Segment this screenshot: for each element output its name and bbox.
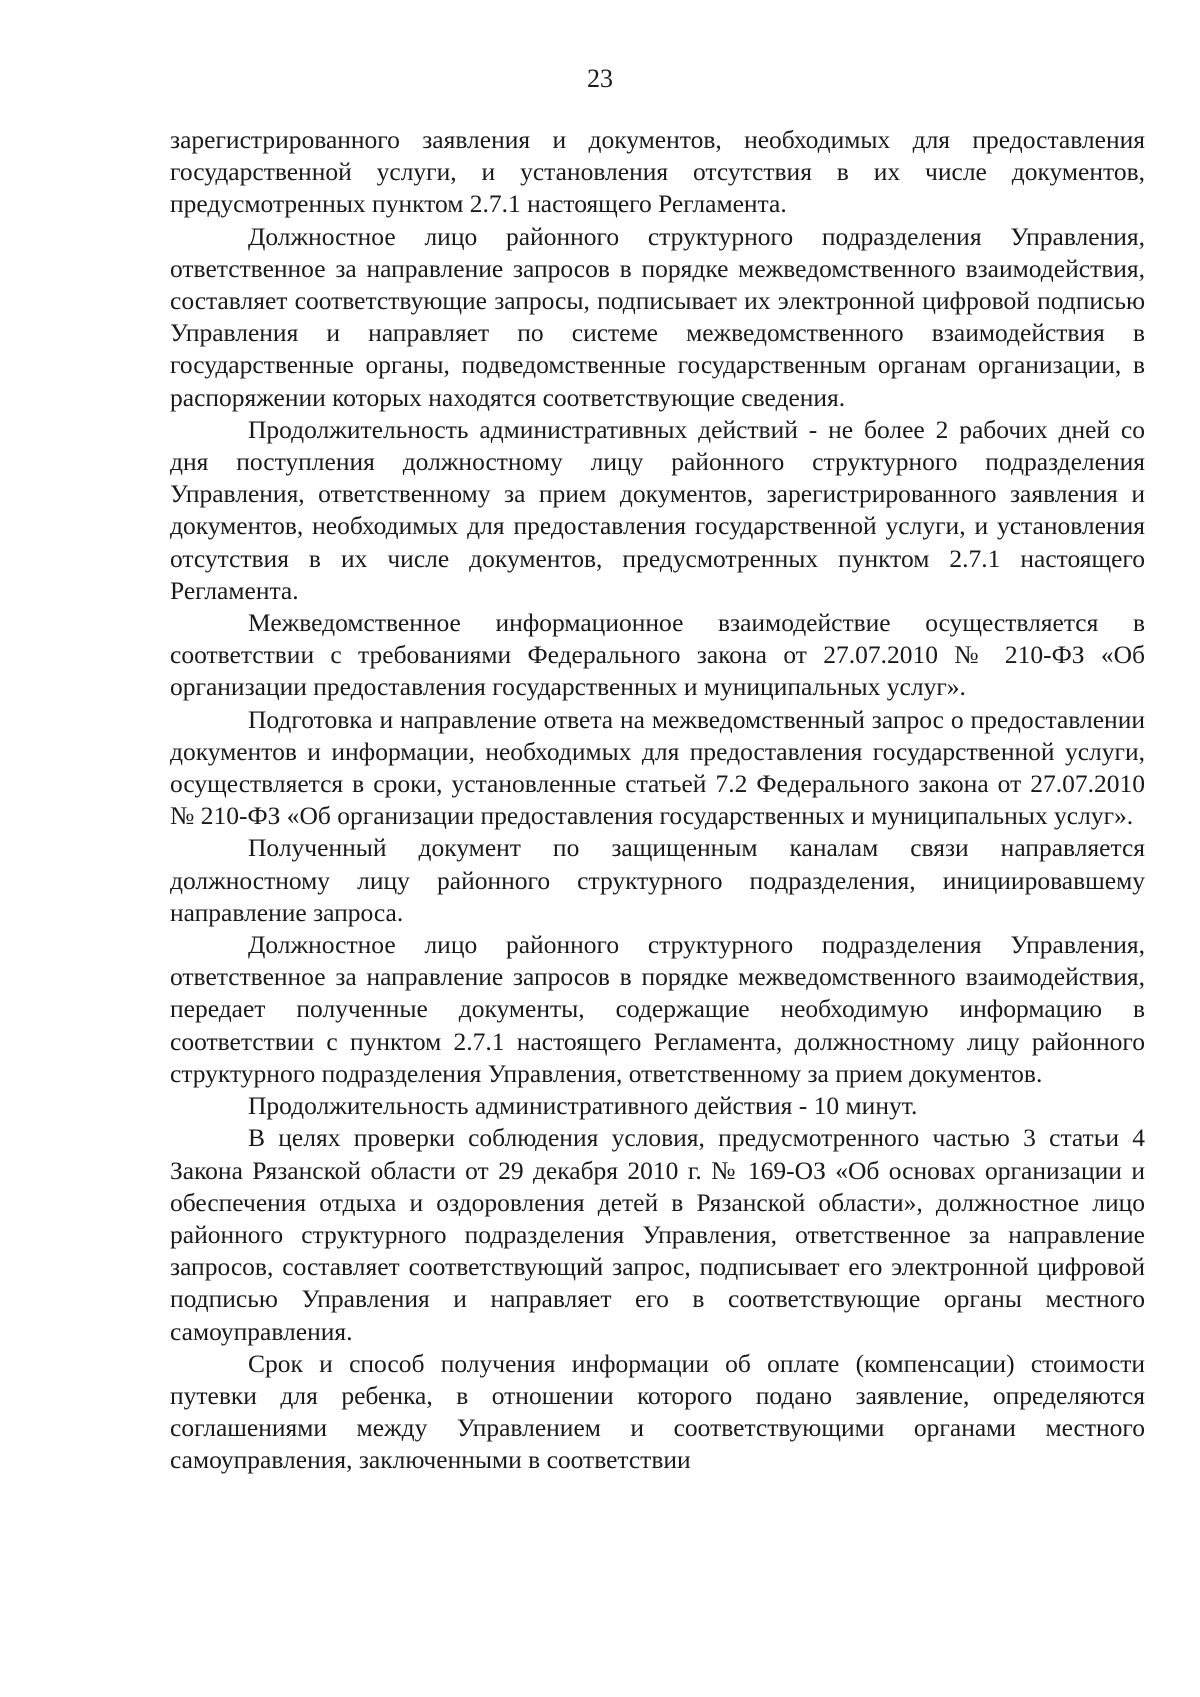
paragraph: Подготовка и направление ответа на межведомственный запрос о предоставлении документов и информации, необходимых для предоставления государственной услуги, осуществляется в сроки, установленные статьей 7.2 Федерального закона от 27.07.2010 № 210-ФЗ «Об организации предоставления государственных и муниципальных услуг». xyxy=(170,704,1145,831)
page-number: 23 xyxy=(587,64,613,93)
paragraph: Срок и способ получения информации об оплате (компенсации) стоимости путевки для ребенка, в отношении которого подано заявление, определяются соглашениями между Управлением и соответствующими органами местного самоуправления, заключенными в соответствии xyxy=(170,1348,1145,1475)
document-body xyxy=(170,124,1145,1477)
paragraph-continuation: зарегистрированного заявления и документов, необходимых для предоставления государственной услуги, и установления отсутствия в их числе документов, предусмотренных пунктом 2.7.1 настоящего Регламента. xyxy=(170,125,1145,219)
paragraph: Должностное лицо районного структурного подразделения Управления, ответственное за направление запросов в порядке межведомственного взаимодействия, передает полученные документы, содержащие необходимую информацию в соответствии с пунктом 2.7.1 настоящего Регламента, должностному лицу районного структурного подразделения Управления, ответственному за прием документов. xyxy=(170,930,1145,1088)
paragraph: Продолжительность административного действия - 10 минут. xyxy=(248,1091,918,1121)
paragraph: Межведомственное информационное взаимодействие осуществляется в соответствии с требованиями Федерального закона от 27.07.2010 № 210-ФЗ «Об организации предоставления государственных и муниципальных услуг». xyxy=(170,608,1145,702)
paragraph: Продолжительность административных действий - не более 2 рабочих дней со дня поступления должностному лицу районного структурного подразделения Управления, ответственному за прием документов, зарегистрированного заявления и документов, необходимых для предоставления государственной услуги, и установления отсутствия в их числе документов, предусмотренных пунктом 2.7.1 настоящего Регламента. xyxy=(170,414,1145,605)
paragraph: В целях проверки соблюдения условия, предусмотренного частью 3 статьи 4 Закона Рязанской области от 29 декабря 2010 г. № 169-ОЗ «Об основах организации и обеспечения отдыха и оздоровления детей в Рязанской области», должностное лицо районного структурного подразделения Управления, ответственное за направление запросов, составляет соответствующий запрос, подписывает его электронной цифровой подписью Управления и направляет его в соответствующие органы местного самоуправления. xyxy=(170,1123,1145,1346)
paragraph: Должностное лицо районного структурного подразделения Управления, ответственное за направление запросов в порядке межведомственного взаимодействия, составляет соответствующие запросы, подписывает их электронной цифровой подписью Управления и направляет по системе межведомственного взаимодействия в государственные органы, подведомственные государственным органам организации, в распоряжении которых находятся соответствующие сведения. xyxy=(170,221,1145,412)
paragraph: Полученный документ по защищенным каналам связи направляется должностному лицу районного структурного подразделения, инициировавшему направление запроса. xyxy=(170,833,1145,927)
